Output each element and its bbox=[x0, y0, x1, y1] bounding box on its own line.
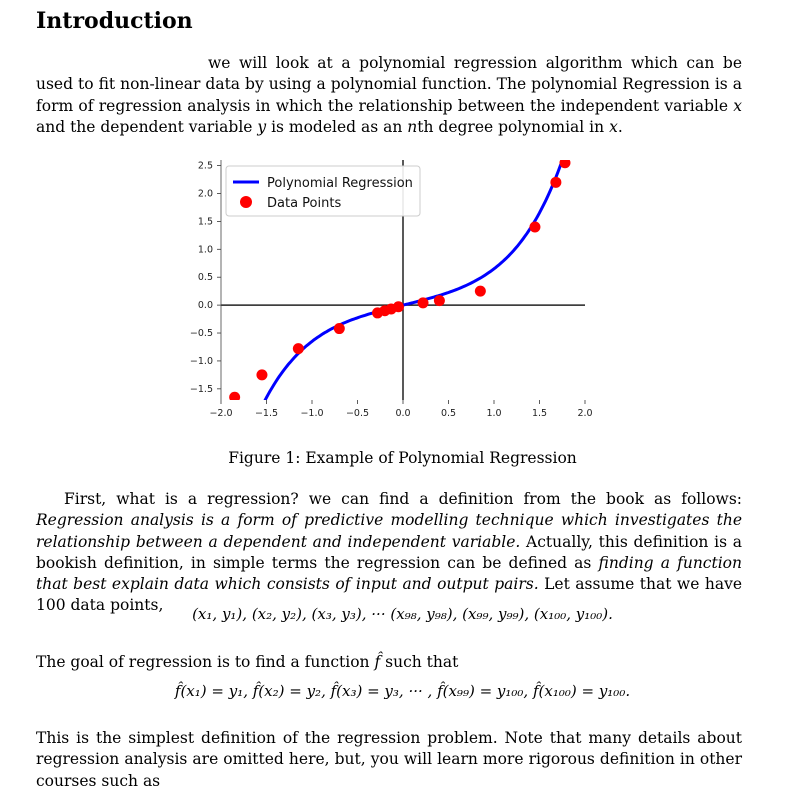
legend-label-polynomial-regression: Polynomial Regression bbox=[267, 176, 413, 191]
y-tick-label: 1.5 bbox=[197, 216, 213, 228]
intro-text-4: th degree polynomial in bbox=[417, 117, 610, 136]
data-point bbox=[229, 392, 240, 403]
y-tick-label: 1.0 bbox=[197, 244, 213, 256]
var-n: n bbox=[407, 117, 418, 136]
data-point bbox=[256, 369, 267, 380]
var-x-2: x bbox=[609, 117, 618, 136]
x-tick-label: 1.5 bbox=[531, 408, 548, 419]
y-tick-label: 2.0 bbox=[197, 188, 213, 200]
y-tick-label: 0.0 bbox=[197, 300, 213, 312]
data-point bbox=[475, 286, 486, 297]
y-tick-label: 2.5 bbox=[197, 160, 213, 172]
regression-definition-italic: Regression analysis is a form of predictive modelling technique which investigates the relationship between a dependent and independent variable. bbox=[36, 511, 742, 551]
y-tick-label: 0.5 bbox=[197, 272, 213, 284]
legend-point-swatch bbox=[240, 196, 252, 208]
data-point bbox=[550, 177, 561, 188]
data-point bbox=[293, 343, 304, 354]
intro-text-3: is modeled as an bbox=[266, 117, 408, 136]
polynomial-regression-chart bbox=[185, 152, 605, 422]
data-point bbox=[434, 295, 445, 306]
goal-text-b: such that bbox=[380, 653, 459, 671]
x-tick-label: −0.5 bbox=[345, 408, 370, 419]
goal-paragraph bbox=[36, 652, 742, 673]
closing-paragraph: This is the simplest definition of the regression problem. Note that many details about regression analysis are omitted here, but, you will learn more rigorous definition in other courses such as bbox=[36, 729, 742, 790]
intro-text-1: we will look at a polynomial regression algorithm which can be used to fit non-linear data by using a polynomial function. The polynomial Regression is a form of regression analysis in which the relationship between the independent variable bbox=[36, 54, 742, 115]
regression-definition-paragraph bbox=[36, 489, 742, 617]
figure-caption: Figure 1: Example of Polynomial Regression bbox=[228, 449, 577, 467]
x-tick-label: −2.0 bbox=[209, 408, 233, 419]
x-tick-label: −1.0 bbox=[300, 408, 324, 419]
x-tick-label: 1.0 bbox=[486, 408, 502, 419]
data-point bbox=[529, 221, 540, 232]
y-tick-label: −1.5 bbox=[189, 383, 213, 395]
regression-goal-equation: f̂(x₁) = y₁, f̂(x₂) = y₂, f̂(x₃) = y₃, ··· , f̂(x₉₉) = y₁₀₀, f̂(x₁₀₀) = y₁₀₀. bbox=[174, 682, 631, 700]
regression-text-a: First, what is a regression? we can find a definition from the book as follows: bbox=[64, 490, 742, 508]
goal-text-a: The goal of regression is to find a function bbox=[36, 653, 375, 671]
var-y: y bbox=[257, 117, 267, 136]
x-tick-label: −1.5 bbox=[254, 408, 279, 419]
intro-text-2: and the dependent variable bbox=[36, 117, 258, 136]
x-tick-label: 0.5 bbox=[440, 408, 457, 419]
y-tick-label: −1.0 bbox=[189, 355, 213, 367]
data-point bbox=[418, 297, 429, 308]
intro-paragraph bbox=[36, 53, 742, 138]
var-x: x bbox=[733, 96, 742, 115]
section-title: Introduction bbox=[36, 8, 193, 34]
f-hat: f̂ bbox=[374, 653, 381, 671]
data-point bbox=[334, 323, 345, 334]
legend-label-data-points: Data Points bbox=[267, 196, 342, 211]
data-point bbox=[559, 157, 570, 168]
intro-end: . bbox=[617, 117, 623, 136]
regression-text-b: Actually, this definition is a bookish definition, in simple terms the regression can be defined as bbox=[36, 532, 743, 572]
y-tick-label: −0.5 bbox=[189, 328, 213, 340]
x-tick-label: 2.0 bbox=[577, 408, 593, 419]
data-points-equation: (x₁, y₁), (x₂, y₂), (x₃, y₃), ··· (x₉₈, y₉₈), (x₉₉, y₉₉), (x₁₀₀, y₁₀₀). bbox=[192, 605, 613, 623]
regression-simple-definition-italic: finding a function that best explain data which consists of input and output pairs. bbox=[36, 553, 742, 594]
data-point bbox=[393, 301, 404, 312]
x-tick-label: 0.0 bbox=[395, 408, 411, 419]
regression-text-c: Let assume that we have 100 data points, bbox=[36, 575, 742, 615]
